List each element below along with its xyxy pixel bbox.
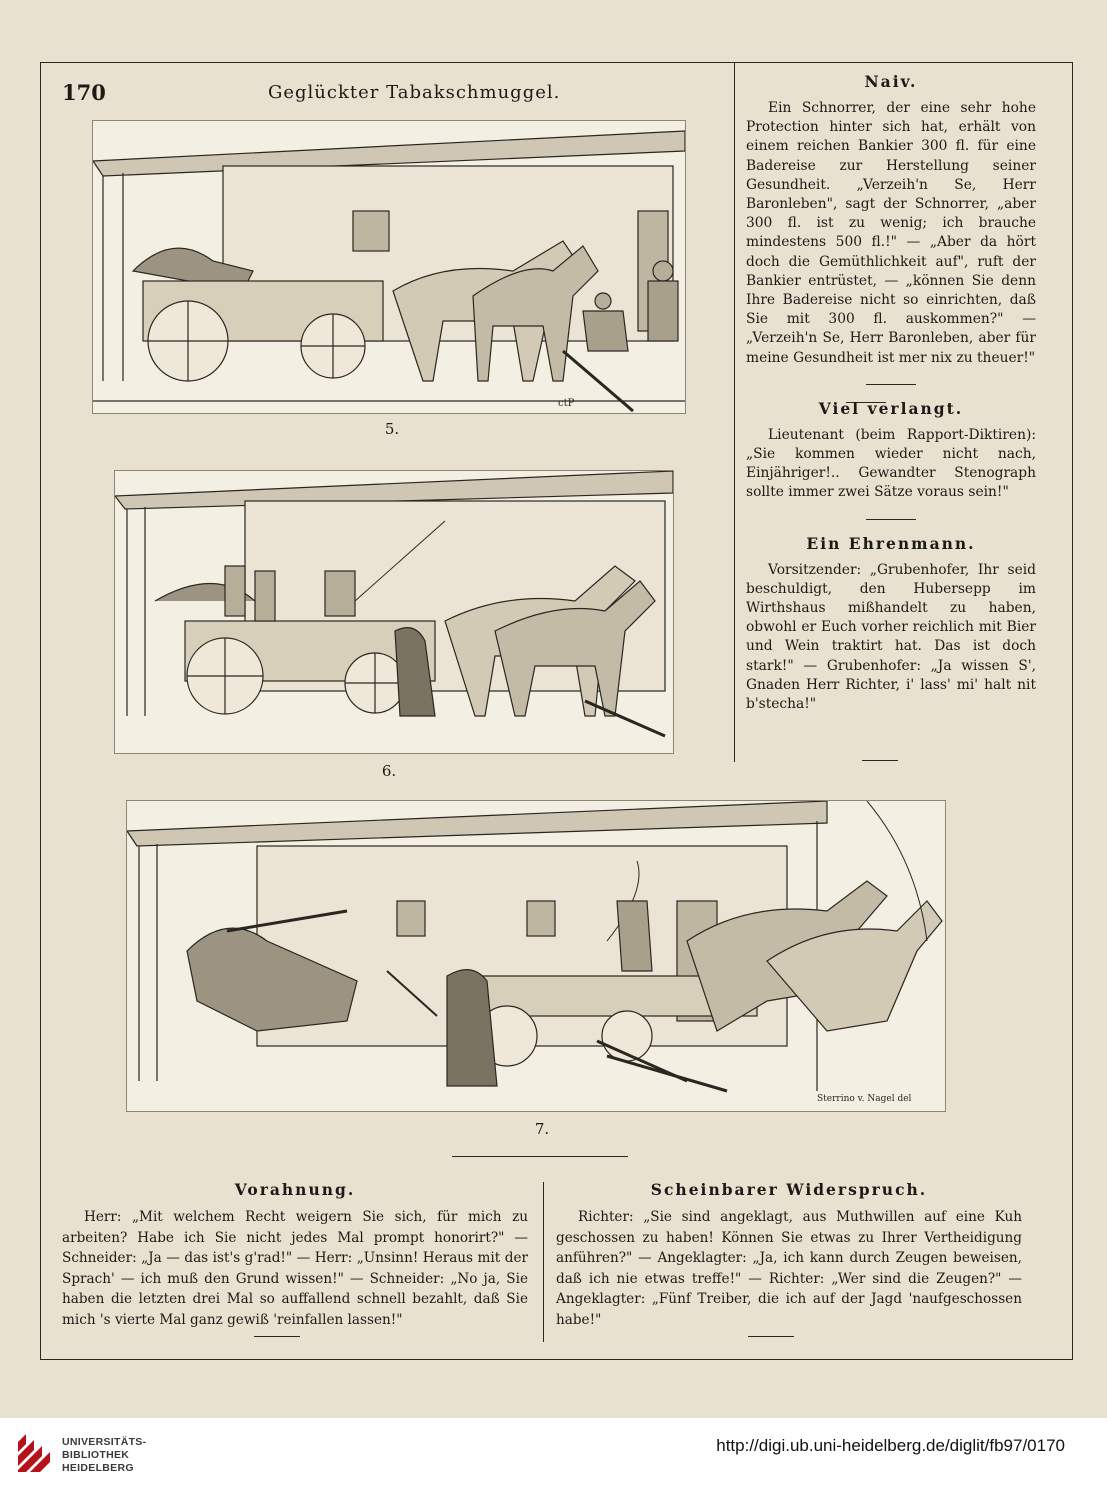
page-number: 170 [62, 80, 106, 105]
library-logo-text[interactable] [62, 1436, 146, 1475]
divider [866, 519, 916, 520]
divider [748, 1336, 794, 1337]
illustration-5-signature: ctP [558, 398, 575, 409]
illustration-5-drawing [93, 121, 685, 413]
logo-line: HEIDELBERG [62, 1462, 134, 1474]
story-vorahnung [62, 1180, 528, 1330]
story-title: Vorahnung. [234, 1180, 356, 1199]
story-title: Ein Ehrenmann. [806, 533, 976, 553]
divider [254, 1336, 300, 1337]
running-head [58, 76, 728, 108]
logo-line: UNIVERSITÄTS- [62, 1436, 147, 1448]
illustration-6-drawing [115, 471, 673, 753]
running-title: Geglückter Tabakschmuggel. [268, 82, 561, 103]
divider [866, 384, 916, 385]
story-text: Herr: „Mit welchem Recht weigern Sie sich, für mich zu arbeiten? Habe ich Sie nicht jedes Mal prompt honorirt?" — Schneider: „Ja — das ist's g'rad!" — Herr: „Unsinn! Heraus mit der Sprach' — ich muß den Grund wissen!" — Schneider: „No ja, Sie haben die letzten drei Mal so auffallend schnell bezahlt, daß Sie mich 's vierte Mal ganz gewiß 'reinfallen lassen!" [62, 1209, 528, 1328]
story-text: Vorsitzender: „Grubenhofer, Ihr seid beschuldigt, den Hubersepp im Wirthshaus mißhandelt zu haben, obwohl er Euch vorher reichlich mit Bier und Wein traktirt hat. Das ist doch stark!" — Grubenhofer: „Ja wissen S', Gnaden Herr Richter, i' lass' mi' halt nit b'stecha!" [746, 561, 1036, 713]
story-title: Scheinbarer Widerspruch. [650, 1180, 928, 1199]
story-text: Ein Schnorrer, der eine sehr hohe Protection hinter sich hat, erhält von einem reichen Bankier 300 fl. für eine Badereise zur Herstellung seiner Gesundheit. „Verzeih'n Se, Herr Baronleben", sagt der Schnorrer, „aber 300 fl. ist zu wenig; ich brauche mindestens 500 fl.!" — „Aber da hört doch die Gemüthlichkeit auf", ruft der Bankier entrüstet, — „können Sie denn Ihre Badereise nicht so einrichten, daß Sie mit 300 fl. auskommen?" — „Verzeih'n Se, Herr Baronleben, aber für meine Gesundheit ist mer nix zu theuer!" [746, 100, 1036, 366]
story-text: Richter: „Sie sind angeklagt, aus Muthwillen auf eine Kuh geschossen zu haben! Können Sie etwas zu Ihrer Vertheidigung anführen?" — Angeklagter: „Ja, ich kann durch Zeugen beweisen, daß ich nie etwas treffe!" — Richter: „Wer sind die Zeugen?" — Angeklagter: „Fünf Treiber, die ich auf der Jagd 'naufgeschossen habe!" [556, 1209, 1022, 1328]
illustration-7-signature: Sterrino v. Nagel del [817, 1094, 912, 1104]
illustration-6 [114, 470, 674, 754]
logo-line: BIBLIOTHEK [62, 1449, 130, 1461]
university-library-logo-icon[interactable] [14, 1428, 54, 1480]
story-title: Viel verlangt. [818, 398, 964, 418]
caption-7: 7. [534, 1120, 550, 1138]
caption-5: 5. [384, 420, 400, 438]
column-rule [734, 62, 735, 762]
story-ein-ehrenmann [746, 534, 1036, 715]
divider [452, 1156, 628, 1157]
divider [862, 760, 898, 761]
permalink-url[interactable]: http://digi.ub.uni-heidelberg.de/diglit/fb97/0170 [716, 1436, 1065, 1455]
story-naiv [746, 72, 1036, 368]
caption-6: 6. [381, 762, 397, 780]
story-title: Naiv. [864, 72, 918, 91]
story-scheinbarer-widerspruch [556, 1180, 1022, 1330]
illustration-7-drawing [127, 801, 945, 1111]
footer-bar [0, 1418, 1107, 1499]
column-rule [543, 1182, 544, 1342]
illustration-7 [126, 800, 946, 1112]
story-viel-verlangt [746, 399, 1036, 503]
sidebar-column [746, 72, 1036, 714]
story-text: Lieutenant (beim Rapport-Diktiren): „Sie kommen wieder nicht nach, Einjähriger!.. Gewandter Stenograph sollte immer zwei Sätze voraus sein!" [746, 426, 1036, 501]
illustration-5 [92, 120, 686, 414]
